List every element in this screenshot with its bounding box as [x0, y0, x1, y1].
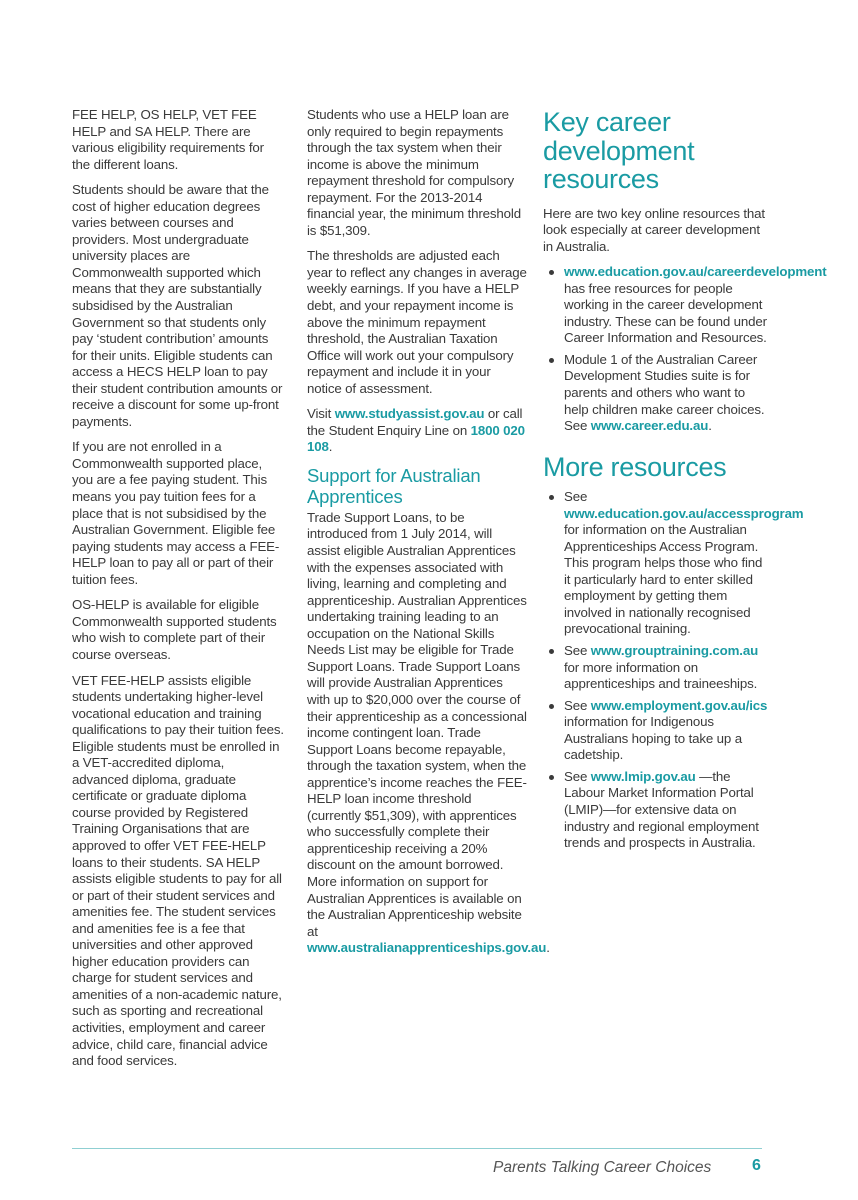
section-heading: Support for Australian Apprentices — [307, 464, 481, 507]
text: for more information on apprenticeships and traineeships. — [564, 659, 758, 692]
list-item — [543, 698, 769, 764]
paragraph: If you are not enrolled in a Commonwealth supported place, you are a fee paying student. This means you pay tuition fees for a place that is not subsidised by the Australian Government. Eligible fee paying students may access a FEE-HELP loan to pay all or part of their tuition fees. — [72, 439, 280, 587]
contact-paragraph — [307, 406, 527, 456]
text: . — [708, 418, 712, 434]
list-item — [543, 264, 827, 347]
list-item — [543, 489, 804, 638]
page-number: 6 — [752, 1157, 761, 1174]
footer-publication-title: Parents Talking Career Choices — [493, 1159, 712, 1176]
more-resources-list — [543, 489, 804, 851]
column-middle — [307, 107, 550, 966]
accessprogram-link[interactable]: www.education.gov.au/accessprogram — [564, 505, 804, 521]
section-heading: Key career development resources — [543, 107, 695, 194]
studyassist-link[interactable]: www.studyassist.gov.au — [334, 406, 485, 422]
list-item — [543, 769, 769, 852]
text: —the Labour Market Information Portal (LMIP)—for extensive data on industry and regional employment trends and prospects in Australia. — [564, 768, 759, 851]
text: See — [564, 643, 591, 659]
text: Module 1 of the Australian Career Development Studies suite is for parents and others who want to help children make career choices. See — [564, 351, 765, 434]
enquiry-phone-number: 1800 020 108 — [307, 422, 525, 455]
paragraph: OS-HELP is available for eligible Commonwealth supported students who wish to complete part of their course overseas. — [72, 597, 277, 662]
employment-ics-link[interactable]: www.employment.gov.au/ics — [590, 697, 768, 713]
text: Trade Support Loans, to be introduced from 1 July 2014, will assist eligible Australian Apprentices with the expenses associated with living, learning and completing and apprenticeship. Australian Apprentices undertaking training leading to an occupation on the National Skills Needs List may be eligible for Trade Support Loans. Trade Support Loans will provide Australian Apprentices with up to $20,000 over the course of their apprenticeship as a concessional income contingent loan. Trade Support Loans become repayable, through the taxation system, when the apprentice’s income reaches the FEE-HELP loan income threshold (currently $51,309), with apprentices who successfully complete their apprenticeship receiving a 20% discount on the amount borrowed. More information on support for Australian Apprentices is available on the Australian Apprenticeship website at — [307, 509, 527, 939]
text: See — [564, 768, 591, 784]
text: See — [564, 697, 591, 713]
lmip-link[interactable]: www.lmip.gov.au — [590, 768, 696, 784]
list-item — [543, 643, 769, 693]
paragraph: FEE HELP, OS HELP, VET FEE HELP and SA HELP. There are various eligibility requirements for the different loans. — [72, 107, 264, 172]
list-item — [543, 352, 769, 435]
footer-divider — [72, 1148, 762, 1149]
text: or call the Student Enquiry Line on — [307, 406, 523, 438]
column-right — [543, 107, 827, 857]
paragraph: VET FEE-HELP assists eligible students undertaking higher-level vocational education and training qualifications to pay their tuition fees. Eligible students must be enrolled in a VET-accredited diploma, advanced diploma, graduate certificate or graduate diploma course provided by Registered Training Organisations that are approved to offer VET FEE-HELP loans to their students. SA HELP assists eligible students to pay for all or part of their student services and amenities fee. The student services and amenities fee is a fee that universities and other approved higher education providers can charge for student services and amenities of a non-academic nature, such as sporting and recreational activities, employment and career advice, child care, financial advice and food services. — [72, 672, 284, 1069]
text: . — [546, 940, 550, 956]
paragraph — [307, 509, 550, 957]
text: See — [564, 489, 588, 505]
paragraph: The thresholds are adjusted each year to reflect any changes in average weekly earnings. If you have a HELP debt, and your repayment income is above the minimum repayment threshold, the Australian Taxation Office will work out your compulsory repayment and include it in your notice of assessment. — [307, 248, 527, 396]
grouptraining-link[interactable]: www.grouptraining.com.au — [590, 643, 759, 659]
paragraph: Students who use a HELP loan are only required to begin repayments through the tax system when their income is above the minimum repayment threshold for compulsory repayment. For the 2013-2014 financial year, the minimum threshold is $51,309. — [307, 107, 521, 238]
careerdevelopment-link[interactable]: www.education.gov.au/careerdevelopment — [564, 264, 827, 280]
career-edu-link[interactable]: www.career.edu.au — [590, 418, 709, 434]
paragraph: Students should be aware that the cost of higher education degrees varies between courses and providers. Most undergraduate university places are Commonwealth supported which means that they are substantially subsidised by the Australian Government so that students only pay ‘student contribution’ amounts for their units. Eligible students can access a HECS HELP loan to pay their student contribution amounts or receive a discount for some up-front payments. — [72, 182, 283, 429]
text: . — [328, 439, 333, 455]
intro-paragraph: Here are two key online resources that look especially at career development in Australia. — [543, 205, 765, 254]
section-heading: More resources — [543, 451, 727, 482]
key-resources-list — [543, 264, 827, 434]
text: for information on the Australian Apprenticeships Access Program. This program helps those who find it particularly hard to enter skilled employment by getting them involved in nationally recognised prevocational training. — [564, 522, 763, 637]
text: Visit — [307, 406, 335, 422]
column-left — [72, 107, 284, 1079]
text: has free resources for people working in the career development industry. These can be found under Career Information and Resources. — [564, 280, 767, 346]
australianapprenticeships-link[interactable]: www.australianapprenticeships.gov.au — [307, 940, 547, 956]
text: information for Indigenous Australians hoping to take up a cadetship. — [564, 714, 742, 763]
